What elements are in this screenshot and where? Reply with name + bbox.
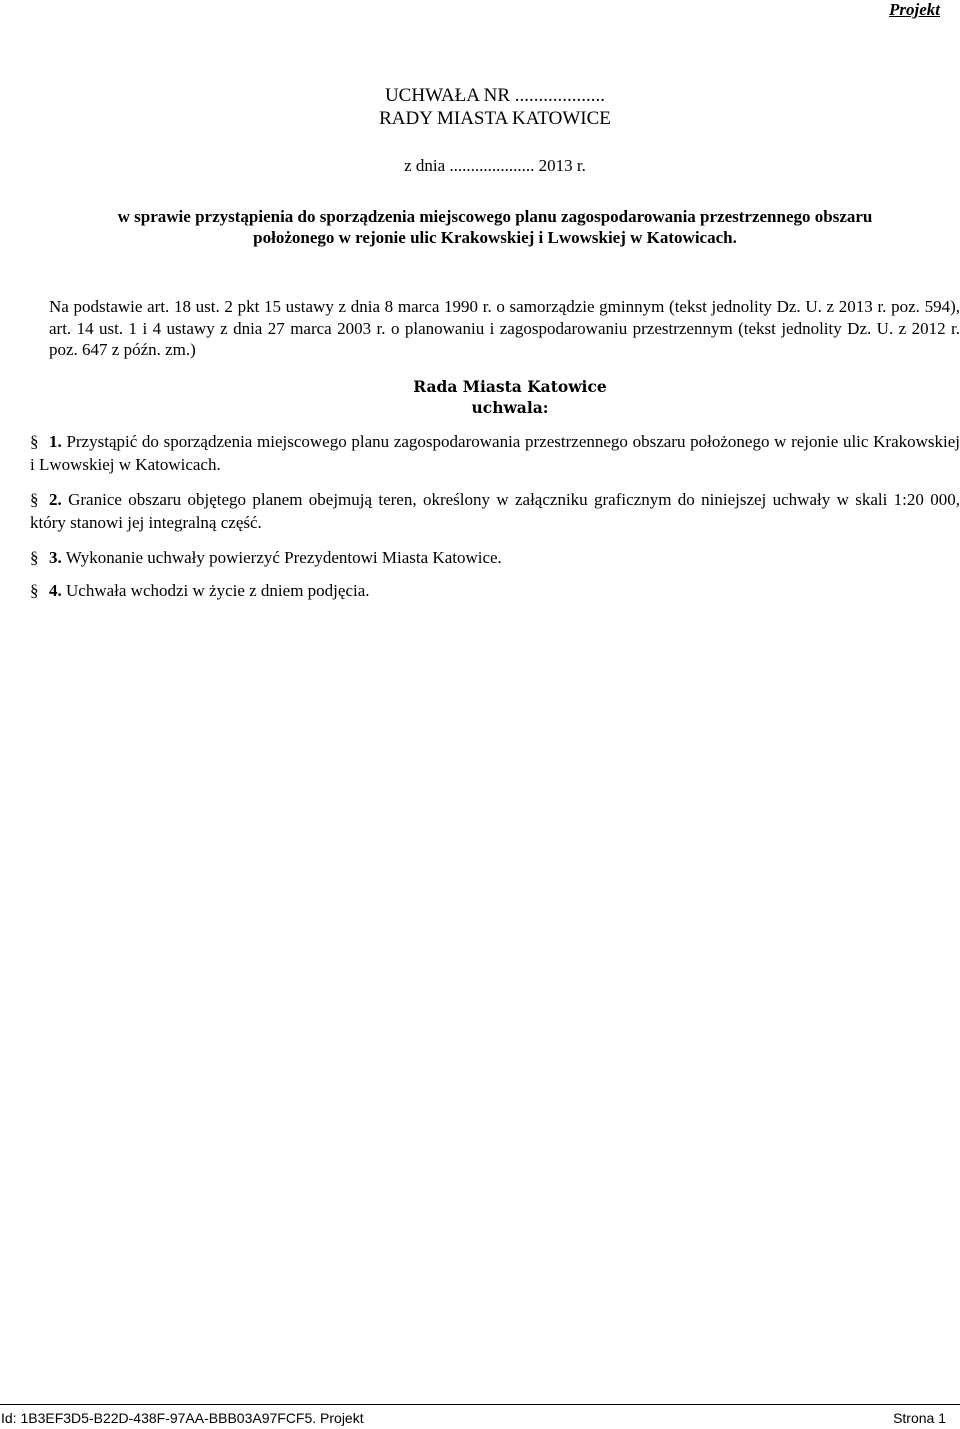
paragraph-symbol: § bbox=[30, 548, 39, 567]
page-number: Strona 1 bbox=[893, 1410, 946, 1426]
resolution-number: UCHWAŁA NR ................... bbox=[384, 85, 606, 106]
paragraph-4 bbox=[30, 579, 960, 602]
paragraph-2 bbox=[30, 488, 960, 534]
paragraph-number: 2. bbox=[49, 490, 62, 509]
subject-line-1: w sprawie przystąpienia do sporządzenia miejscowego planu zagospodarowania przestrzennego obszaru bbox=[117, 207, 873, 226]
resolution-subject bbox=[30, 206, 960, 248]
paragraph-1 bbox=[30, 430, 960, 476]
resolution-title bbox=[0, 84, 960, 130]
paragraph-text: Przystąpić do sporządzenia miejscowego planu zagospodarowania przestrzennego obszaru położonego w rejonie ulic Krakowskiej i Lwowskiej w Katowicach. bbox=[30, 432, 960, 474]
paragraph-3 bbox=[30, 546, 960, 569]
paragraph-symbol: § bbox=[30, 432, 39, 451]
paragraph-text: Granice obszaru objętego planem obejmują teren, określony w załączniku graficznym do niniejszej uchwały w skali 1:20 000, który stanowi jej integralną część. bbox=[30, 490, 960, 532]
paragraph-number: 3. bbox=[49, 548, 62, 567]
paragraph-number: 1. bbox=[49, 432, 62, 451]
legal-basis-text: Na podstawie art. 18 ust. 2 pkt 15 ustawy z dnia 8 marca 1990 r. o samorządzie gminnym (tekst jednolity Dz. U. z 2013 r. poz. 594), art. 14 ust. 1 i 4 ustawy z dnia 27 marca 2003 r. o planowaniu i zagospodarowaniu przestrzennym (tekst jednolity Dz. U. z 2012 r. poz. 647 z późn. zm.) bbox=[49, 297, 960, 359]
paragraph-text: Uchwała wchodzi w życie z dniem podjęcia. bbox=[66, 581, 370, 600]
subject-line-2: położonego w rejonie ulic Krakowskiej i Lwowskiej w Katowicach. bbox=[253, 228, 737, 247]
council-heading bbox=[0, 376, 960, 418]
council-heading-name: Rada Miasta Katowice bbox=[413, 377, 607, 396]
paragraph-symbol: § bbox=[30, 490, 39, 509]
paragraph-text: Wykonanie uchwały powierzyć Prezydentowi Miasta Katowice. bbox=[65, 548, 502, 567]
projekt-label: Projekt bbox=[889, 0, 940, 19]
council-name: RADY MIASTA KATOWICE bbox=[379, 108, 611, 129]
document-id: Id: 1B3EF3D5-B22D-438F-97AA-BBB03A97FCF5. Projekt bbox=[1, 1410, 364, 1426]
paragraph-symbol: § bbox=[30, 581, 39, 600]
council-heading-resolves: uchwala: bbox=[471, 398, 549, 417]
resolution-date: z dnia .................... 2013 r. bbox=[404, 156, 586, 175]
paragraph-number: 4. bbox=[49, 581, 62, 600]
page-footer bbox=[0, 1404, 960, 1428]
legal-basis bbox=[30, 296, 960, 361]
